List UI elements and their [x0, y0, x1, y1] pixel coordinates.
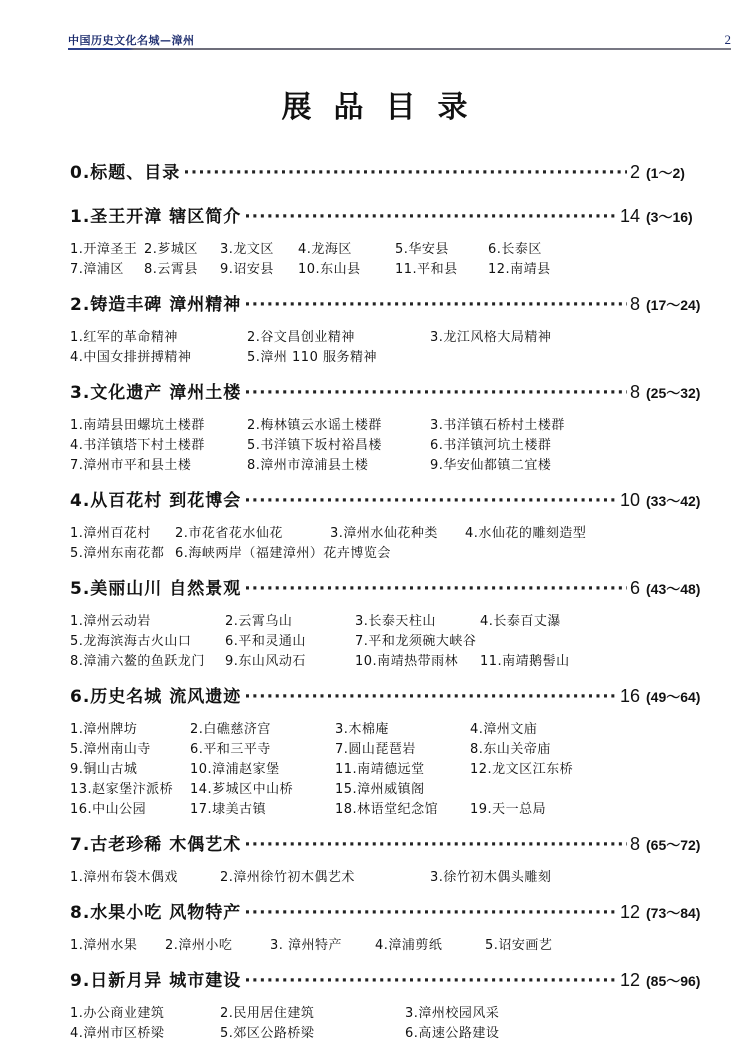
- page-range: (25～32): [646, 385, 701, 401]
- subitem-row: [70, 346, 710, 366]
- page-range: (49～64): [646, 689, 701, 705]
- toc-entry[interactable]: [70, 158, 710, 194]
- subitem[interactable]: 7.圆山琵琶岩: [335, 742, 416, 757]
- section-title: 8.水果小吃 风物特产: [70, 903, 242, 923]
- subitem[interactable]: 6.平和三平寺: [190, 742, 271, 757]
- header-rule: [68, 48, 731, 50]
- subitem[interactable]: 19.天一总局: [470, 802, 547, 817]
- page-range: (43～48): [646, 581, 701, 597]
- dot-leader: [244, 383, 627, 403]
- toc-entry[interactable]: [70, 290, 710, 326]
- subitem[interactable]: 9.诏安县: [220, 262, 274, 277]
- subitem[interactable]: 1.南靖县田螺坑土楼群: [70, 418, 205, 433]
- subitem[interactable]: 5.华安县: [395, 242, 449, 257]
- subitem-list: [70, 238, 710, 278]
- subitem-row: [70, 542, 710, 562]
- subitem-row: [70, 1002, 710, 1022]
- subitem[interactable]: 5.诏安画艺: [485, 938, 553, 953]
- subitem[interactable]: 9.东山风动石: [225, 654, 306, 669]
- toc-section: [70, 378, 710, 474]
- subitem[interactable]: 5.漳州 110 服务精神: [247, 350, 377, 365]
- subitem-row: [70, 630, 710, 650]
- subitem-row: [70, 718, 710, 738]
- subitem-row: [70, 610, 710, 630]
- dot-leader: [244, 579, 627, 599]
- subitem[interactable]: 2.云霄乌山: [225, 614, 293, 629]
- subitem[interactable]: 4.龙海区: [298, 242, 352, 257]
- section-title: 9.日新月异 城市建设: [70, 971, 242, 991]
- subitem-row: [70, 434, 710, 454]
- page-count: 12: [619, 902, 640, 922]
- section-title: 6.历史名城 流风遗迹: [70, 687, 242, 707]
- subitem[interactable]: 2.民用居住建筑: [220, 1006, 315, 1021]
- subitem[interactable]: 8.东山关帝庙: [470, 742, 551, 757]
- subitem[interactable]: 1.红军的革命精神: [70, 330, 178, 345]
- subitem[interactable]: 4.漳浦剪纸: [375, 938, 443, 953]
- subitem[interactable]: 1.漳州百花村: [70, 526, 151, 541]
- dot-leader: [244, 491, 617, 511]
- toc-entry[interactable]: [70, 898, 710, 934]
- subitem[interactable]: 2.谷文昌创业精神: [247, 330, 355, 345]
- subitem[interactable]: 4.漳州市区桥梁: [70, 1026, 165, 1041]
- subitem-row: [70, 866, 710, 886]
- dot-leader: [244, 971, 617, 991]
- page-range: (17～24): [646, 297, 701, 313]
- toc-section: [70, 830, 710, 886]
- page-number: 2: [724, 32, 731, 47]
- subitem[interactable]: 15.漳州威镇阁: [335, 782, 425, 797]
- subitem-list: [70, 522, 710, 562]
- subitem[interactable]: 5.书洋镇下坂村裕昌楼: [247, 438, 382, 453]
- toc-entry[interactable]: [70, 574, 710, 610]
- page-count: 16: [619, 686, 640, 706]
- subitem[interactable]: 14.芗城区中山桥: [190, 782, 294, 797]
- subitem[interactable]: 3. 漳州特产: [270, 938, 343, 953]
- section-title: 0.标题、目录: [70, 163, 181, 183]
- dot-leader: [244, 687, 617, 707]
- subitem-row: [70, 798, 710, 818]
- page-range: (33～42): [646, 493, 701, 509]
- page-count: 2: [629, 162, 640, 182]
- subitem[interactable]: 3.长泰天柱山: [355, 614, 436, 629]
- subitem[interactable]: 7.平和龙须碗大峡谷: [355, 634, 477, 649]
- toc-section: [70, 966, 710, 1042]
- subitem[interactable]: 5.漳州南山寺: [70, 742, 151, 757]
- page-range: (3～16): [646, 209, 693, 225]
- subitem[interactable]: 7.漳浦区: [70, 262, 124, 277]
- subitem-row: [70, 414, 710, 434]
- section-title: 7.古老珍稀 木偶艺术: [70, 835, 242, 855]
- dot-leader: [244, 207, 617, 227]
- subitem[interactable]: 6.长泰区: [488, 242, 542, 257]
- toc-entry[interactable]: [70, 830, 710, 866]
- subitem[interactable]: 18.林语堂纪念馆: [335, 802, 439, 817]
- subitem[interactable]: 4.漳州文庙: [470, 722, 538, 737]
- toc-section: [70, 486, 710, 562]
- subitem[interactable]: 1.漳州水果: [70, 938, 138, 953]
- page-range: (65～72): [646, 837, 701, 853]
- header-title: 中国历史文化名城—漳州: [68, 34, 195, 47]
- subitem-row: [70, 258, 710, 278]
- subitem-list: [70, 610, 710, 670]
- subitem[interactable]: 4.长泰百丈瀑: [480, 614, 561, 629]
- toc-entry[interactable]: [70, 966, 710, 1002]
- subitem-row: [70, 1022, 710, 1042]
- subitem[interactable]: 6.海峡两岸（福建漳州）花卉博览会: [175, 546, 391, 561]
- toc-section: [70, 682, 710, 818]
- toc-section: [70, 898, 710, 954]
- subitem-row: [70, 650, 710, 670]
- subitem[interactable]: 6.书洋镇河坑土楼群: [430, 438, 552, 453]
- section-title: 4.从百花村 到花博会: [70, 491, 242, 511]
- subitem-list: [70, 934, 710, 954]
- subitem[interactable]: 1.开漳圣王: [70, 242, 138, 257]
- subitem[interactable]: 1.办公商业建筑: [70, 1006, 165, 1021]
- subitem[interactable]: 6.平和灵通山: [225, 634, 306, 649]
- subitem[interactable]: 13.赵家堡汴派桥: [70, 782, 174, 797]
- subitem[interactable]: 5.龙海滨海古火山口: [70, 634, 192, 649]
- subitem-row: [70, 522, 710, 542]
- dot-leader: [183, 163, 627, 183]
- subitem[interactable]: 2.漳州徐竹初木偶艺术: [220, 870, 355, 885]
- subitem[interactable]: 4.水仙花的雕刻造型: [465, 526, 587, 541]
- subitem[interactable]: 10.东山县: [298, 262, 361, 277]
- subitem[interactable]: 3.漳州校园风采: [405, 1006, 500, 1021]
- subitem-list: [70, 866, 710, 886]
- document-title: 展品目录: [281, 90, 490, 125]
- page-count: 10: [619, 490, 640, 510]
- subitem[interactable]: 4.书洋镇塔下村土楼群: [70, 438, 205, 453]
- subitem[interactable]: 2.市花省花水仙花: [175, 526, 283, 541]
- subitem-list: [70, 414, 710, 474]
- subitem[interactable]: 9.铜山古城: [70, 762, 138, 777]
- dot-leader: [244, 903, 617, 923]
- subitem[interactable]: 1.漳州牌坊: [70, 722, 138, 737]
- section-title: 1.圣王开漳 辖区简介: [70, 207, 242, 227]
- page-count: 14: [619, 206, 640, 226]
- dot-leader: [244, 295, 627, 315]
- subitem-row: [70, 454, 710, 474]
- subitem[interactable]: 3.龙文区: [220, 242, 274, 257]
- page-range: (1～2): [646, 165, 685, 181]
- subitem[interactable]: 7.漳州市平和县土楼: [70, 458, 192, 473]
- subitem[interactable]: 2.漳州小吃: [165, 938, 233, 953]
- page-count: 8: [629, 382, 640, 402]
- subitem-list: [70, 1002, 710, 1042]
- toc-entry[interactable]: [70, 682, 710, 718]
- page-count: 12: [619, 970, 640, 990]
- section-title: 2.铸造丰碑 漳州精神: [70, 295, 242, 315]
- section-title: 3.文化遗产 漳州土楼: [70, 383, 242, 403]
- subitem-row: [70, 238, 710, 258]
- subitem[interactable]: 1.漳州云动岩: [70, 614, 151, 629]
- subitem-row: [70, 778, 710, 798]
- subitem-list: [70, 326, 710, 366]
- subitem[interactable]: 2.梅林镇云水谣土楼群: [247, 418, 382, 433]
- subitem[interactable]: 2.白礁慈济宫: [190, 722, 271, 737]
- subitem[interactable]: 10.漳浦赵家堡: [190, 762, 280, 777]
- subitem[interactable]: 8.云霄县: [144, 262, 198, 277]
- subitem[interactable]: 3.书洋镇石桥村土楼群: [430, 418, 565, 433]
- section-title: 5.美丽山川 自然景观: [70, 579, 242, 599]
- subitem[interactable]: 11.南靖德远堂: [335, 762, 425, 777]
- toc-section: [70, 202, 710, 278]
- dot-leader: [244, 835, 627, 855]
- subitem[interactable]: 17.埭美古镇: [190, 802, 267, 817]
- subitem[interactable]: 5.郊区公路桥梁: [220, 1026, 315, 1041]
- subitem[interactable]: 11.南靖鹅髻山: [480, 654, 570, 669]
- subitem[interactable]: 2.芗城区: [144, 242, 198, 257]
- subitem-list: [70, 718, 710, 818]
- toc-section: [70, 574, 710, 670]
- subitem[interactable]: 8.漳浦六鳌的鱼跃龙门: [70, 654, 205, 669]
- subitem[interactable]: 12.南靖县: [488, 262, 551, 277]
- toc-entry[interactable]: [70, 378, 710, 414]
- subitem[interactable]: 1.漳州布袋木偶戏: [70, 870, 178, 885]
- subitem[interactable]: 4.中国女排拼搏精神: [70, 350, 192, 365]
- subitem[interactable]: 8.漳州市漳浦县土楼: [247, 458, 369, 473]
- toc-section: [70, 158, 710, 194]
- page-range: (85～96): [646, 973, 701, 989]
- page-count: 6: [629, 578, 640, 598]
- subitem-row: [70, 934, 710, 954]
- subitem[interactable]: 3.漳州水仙花种类: [330, 526, 438, 541]
- subitem[interactable]: 5.漳州东南花都: [70, 546, 165, 561]
- subitem-row: [70, 738, 710, 758]
- subitem-row: [70, 326, 710, 346]
- subitem[interactable]: 6.高速公路建设: [405, 1026, 500, 1041]
- subitem[interactable]: 9.华安仙都镇二宜楼: [430, 458, 552, 473]
- page-count: 8: [629, 834, 640, 854]
- subitem[interactable]: 10.南靖热带雨林: [355, 654, 459, 669]
- page-count: 8: [629, 294, 640, 314]
- subitem[interactable]: 11.平和县: [395, 262, 458, 277]
- subitem-row: [70, 758, 710, 778]
- subitem[interactable]: 3.木棉庵: [335, 722, 389, 737]
- toc-entry[interactable]: [70, 486, 710, 522]
- toc-entry[interactable]: [70, 202, 710, 238]
- table-of-contents: [70, 158, 710, 1054]
- subitem[interactable]: 16.中山公园: [70, 802, 147, 817]
- page-range: (73～84): [646, 905, 701, 921]
- subitem[interactable]: 3.龙江风格大局精神: [430, 330, 552, 345]
- toc-section: [70, 290, 710, 366]
- subitem[interactable]: 3.徐竹初木偶头雕刻: [430, 870, 552, 885]
- subitem[interactable]: 12.龙文区江东桥: [470, 762, 574, 777]
